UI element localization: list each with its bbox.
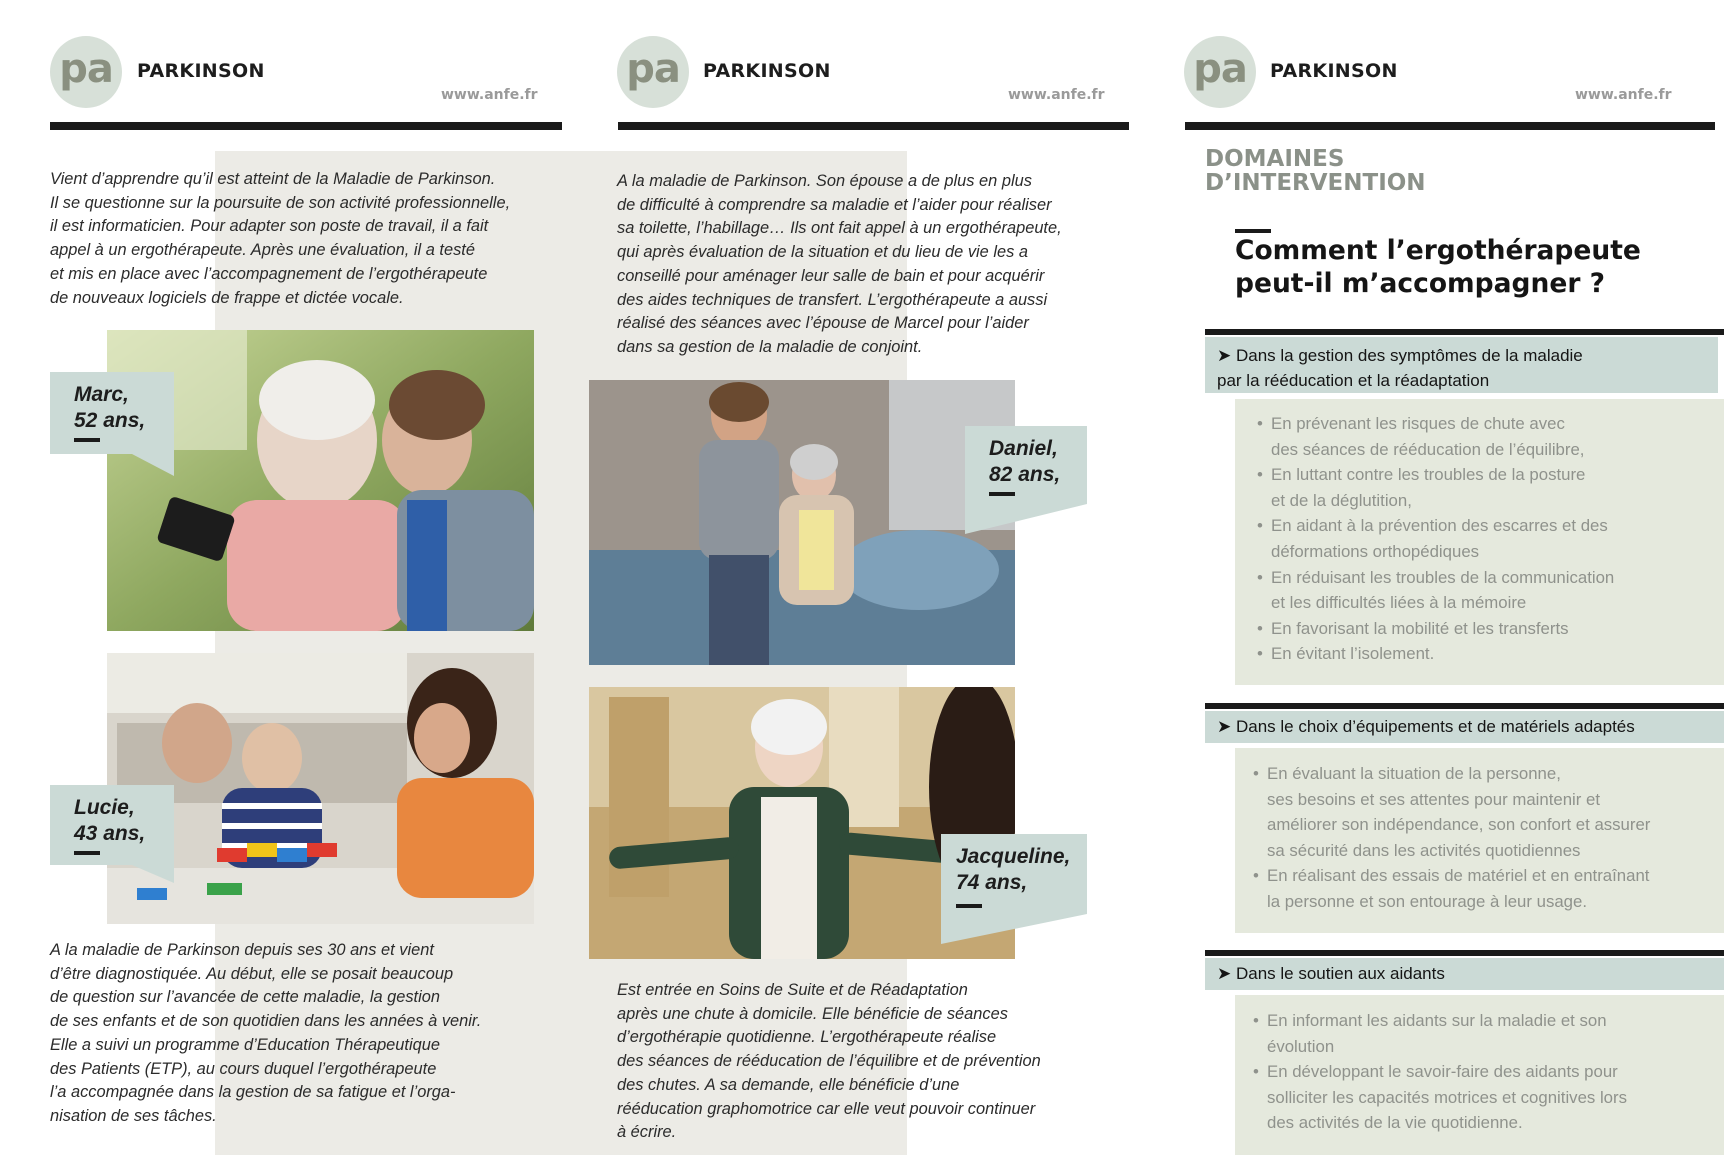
- jacqueline-story: Est entrée en Soins de Suite et de Réadaptation après une chute à domicile. Elle bénéficie de séances d’ergothérapie quotidienne. L’ergothérapeute réalise des séances de rééducation de l’équilibre et de prévention des chutes. A sa demande, elle bénéficie d’une rééducation graphomotrice car elle veut pouvoir continuer à écrire.: [617, 981, 1041, 1142]
- brand-title: PARKINSON: [703, 60, 831, 82]
- website-link[interactable]: www.anfe.fr: [441, 87, 538, 103]
- list-item: • En informant les aidants sur la maladie et son évolution: [1253, 1008, 1724, 1059]
- section-rule: [1205, 329, 1724, 335]
- section-box-caregivers: [1235, 995, 1724, 1155]
- list-item: • En évitant l’isolement.: [1257, 641, 1724, 667]
- tag-dash: [989, 492, 1015, 496]
- tag-marc: [50, 372, 174, 476]
- question-dash: [1235, 229, 1271, 233]
- list-item: • En évaluant la situation de la personne, ses besoins et ses attentes pour maintenir et améliorer son indépendance, son confort et assurer sa sécurité dans les activités quotidiennes: [1253, 761, 1724, 863]
- section-rule: [1205, 703, 1724, 709]
- tag-jacqueline-text: Jacqueline, 74 ans,: [956, 845, 1071, 894]
- section-box-symptoms: [1235, 399, 1724, 685]
- header-rule: [1185, 122, 1715, 130]
- tag-jacqueline: [941, 834, 1087, 944]
- brand-title: PARKINSON: [1270, 60, 1398, 82]
- list-item: • En favorisant la mobilité et les transferts: [1257, 616, 1724, 642]
- header-rule: [618, 122, 1129, 130]
- section-box-equipment: [1235, 748, 1724, 933]
- daniel-story: A la maladie de Parkinson. Son épouse a de plus en plus de difficulté à comprendre sa maladie et l’aider pour réaliser sa toilette, l’habillage… Ils ont fait appel à un ergothérapeute, qui après évaluation de la situation et du lieu de vie les a conseillé pour aménager leur salle de bain et pour acquérir des aides techniques de transfert. L’ergothérapeute a aussi réalisé des séances avec l’épouse de Marcel pour l’aider dans sa gestion de la maladie de conjoint.: [617, 172, 1062, 356]
- photo-daniel-dressing: [589, 380, 1015, 665]
- section-title-equipment: ➤ Dans le choix d’équipements et de matériels adaptés: [1205, 711, 1724, 743]
- list-item: • En prévenant les risques de chute avec des séances de rééducation de l’équilibre,: [1257, 411, 1724, 462]
- tag-daniel: [965, 426, 1087, 534]
- tag-marc-text: Marc, 52 ans,: [74, 383, 146, 432]
- brand-title: PARKINSON: [137, 60, 265, 82]
- pa-logo: pa: [617, 36, 689, 108]
- website-link[interactable]: www.anfe.fr: [1008, 87, 1105, 103]
- section-title-symptoms: ➤ Dans la gestion des symptômes de la maladie par la rééducation et la réadaptation: [1205, 337, 1718, 393]
- header-rule: [50, 122, 562, 130]
- section-title-caregivers: ➤ Dans le soutien aux aidants: [1205, 958, 1724, 990]
- website-link[interactable]: www.anfe.fr: [1575, 87, 1672, 103]
- marc-story: Vient d’apprendre qu’il est atteint de la Maladie de Parkinson. Il se questionne sur la poursuite de son activité professionnelle, il est informaticien. Pour adapter son poste de travail, il a fait appel à un ergothérapeute. Après une évaluation, il a testé et mis en place avec l’accompagnement de l’ergothérapeute de nouveaux logiciels de frappe et dictée vocale.: [50, 170, 511, 307]
- pa-logo: pa: [1184, 36, 1256, 108]
- list-item: • En réduisant les troubles de la communication et les difficultés liées à la mémoire: [1257, 565, 1724, 616]
- tag-daniel-text: Daniel, 82 ans,: [989, 437, 1061, 486]
- tag-dash: [956, 904, 982, 908]
- list-item: • En luttant contre les troubles de la posture et de la déglutition,: [1257, 462, 1724, 513]
- section-rule: [1205, 950, 1724, 956]
- tag-lucie-text: Lucie, 43 ans,: [74, 796, 146, 845]
- list-item: • En aidant à la prévention des escarres et des déformations orthopédiques: [1257, 513, 1724, 564]
- tag-dash: [74, 438, 100, 442]
- section-heading-domains: DOMAINES D’INTERVENTION: [1205, 146, 1426, 196]
- list-item: • En développant le savoir-faire des aidants pour solliciter les capacités motrices et cognitives lors des activités de la vie quotidienne.: [1253, 1059, 1724, 1136]
- tag-lucie: [50, 785, 174, 883]
- main-question: Comment l’ergothérapeute peut-il m’accompagner ?: [1235, 235, 1641, 299]
- list-item: • En réalisant des essais de matériel et en entraînant la personne et son entourage à leur usage.: [1253, 863, 1724, 914]
- lucie-story: A la maladie de Parkinson depuis ses 30 ans et vient d’être diagnostiquée. Au début, elle se posait beaucoup de question sur l’avancée de cette maladie, la gestion de ses enfants et de son quotidien dans les années à venir. Elle a suivi un programme d’Education Thérapeutique des Patients (ETP), au cours duquel l’ergothérapeute l’a accompagnée dans la gestion de sa fatigue et l’orga- nisation de ses tâches.: [50, 941, 482, 1125]
- pa-logo: pa: [50, 36, 122, 108]
- tag-dash: [74, 851, 100, 855]
